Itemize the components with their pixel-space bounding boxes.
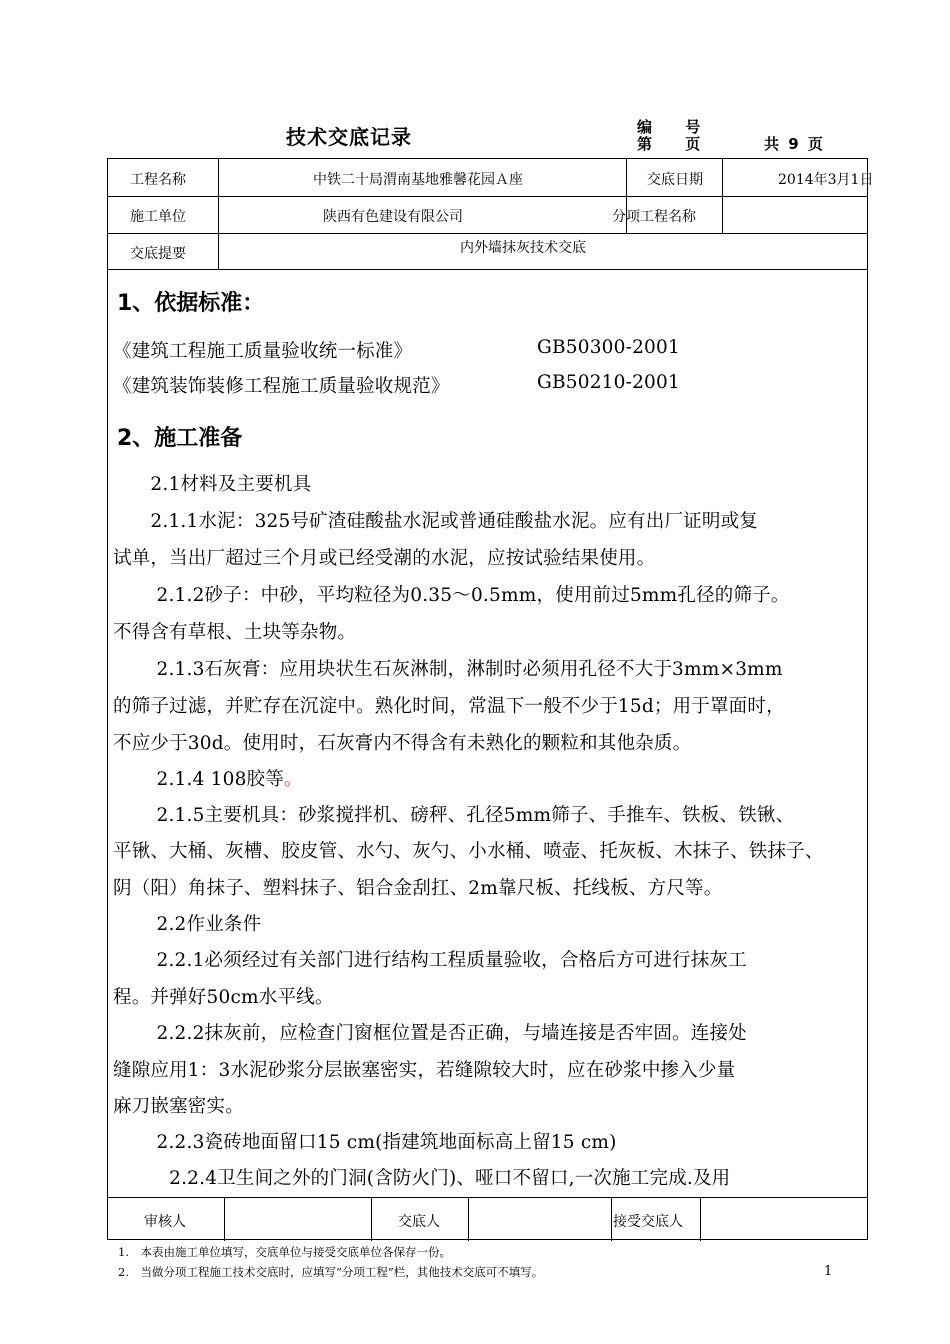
col-divider bbox=[218, 159, 219, 269]
footnote-1: 1. 本表由施工单位填写，交底单位与接受交底单位各保存一份。 bbox=[118, 1245, 451, 1259]
standard-1-code: GB50300-2001 bbox=[537, 337, 680, 358]
row-divider bbox=[108, 233, 867, 234]
col-divider bbox=[224, 1197, 225, 1241]
sub-project-label: 分项工程名称 bbox=[612, 209, 696, 225]
reviewer-label: 审核人 bbox=[144, 1214, 186, 1230]
section-1-heading: 1、依据标准： bbox=[117, 291, 265, 316]
body-line: 程。并弹好50cm水平线。 bbox=[113, 987, 334, 1008]
col-divider bbox=[700, 1197, 701, 1241]
project-name-label: 工程名称 bbox=[130, 172, 186, 188]
document-title: 技术交底记录 bbox=[286, 125, 412, 149]
total-pages: 共 9 页 bbox=[764, 135, 825, 153]
row-divider bbox=[108, 269, 867, 270]
body-line: 2.2.4卫生间之外的门洞(含防火门)、哑口不留口,一次施工完成.及用 bbox=[113, 1168, 731, 1189]
body-line: 2.2作业条件 bbox=[113, 914, 262, 935]
body-line: 阴（阳）角抹子、塑料抹子、铝合金刮扛、2m靠尺板、托线板、方尺等。 bbox=[113, 878, 723, 899]
standard-1-name: 《建筑工程施工质量验收统一标准》 bbox=[113, 341, 413, 362]
row-divider bbox=[108, 1197, 867, 1198]
body-line: 缝隙应用1：3水泥砂浆分层嵌塞密实，若缝隙较大时，应在砂浆中掺入少量 bbox=[113, 1060, 736, 1081]
col-divider bbox=[371, 1197, 372, 1241]
body-line-text: 2.1.4 108胶等 bbox=[113, 769, 284, 790]
col-divider bbox=[611, 1197, 612, 1241]
page-label: 第 页 bbox=[637, 135, 715, 153]
page-number: 1 bbox=[824, 1264, 833, 1279]
summary-value: 内外墙抹灰技术交底 bbox=[460, 240, 586, 256]
col-divider bbox=[722, 159, 723, 233]
body-line: 2.1.5主要机具：砂浆搅拌机、磅秤、孔径5mm筛子、手推车、铁板、铁锹、 bbox=[113, 805, 795, 826]
body-line: 不得含有草根、土块等杂物。 bbox=[113, 622, 357, 643]
date-label: 交底日期 bbox=[647, 172, 703, 188]
body-line: 2.1.1水泥：325号矿渣硅酸盐水泥或普通硅酸盐水泥。应有出厂证明或复 bbox=[113, 511, 758, 532]
construction-unit-label: 施工单位 bbox=[130, 209, 186, 225]
body-line: 平锹、大桶、灰槽、胶皮管、水勺、灰勺、小水桶、喷壶、托灰板、木抹子、铁抹子、 bbox=[113, 841, 824, 862]
body-line: 的筛子过滤，并贮存在沉淀中。熟化时间，常温下一般不少于15d；用于罩面时， bbox=[113, 696, 785, 717]
standard-2-code: GB50210-2001 bbox=[537, 372, 680, 393]
body-line: 2.1.3石灰膏：应用块状生石灰淋制，淋制时必须用孔径不大于3mm×3mm bbox=[113, 659, 783, 680]
standard-2-name: 《建筑装饰装修工程施工质量验收规范》 bbox=[113, 376, 450, 397]
body-line: 2.1材料及主要机具 bbox=[113, 474, 312, 495]
body-line: 试单，当出厂超过三个月或已经受潮的水泥，应按试验结果使用。 bbox=[113, 548, 656, 569]
summary-label: 交底提要 bbox=[130, 246, 186, 262]
receiver-label: 接受交底人 bbox=[613, 1214, 683, 1230]
body-line: 2.2.2抹灰前，应检查门窗框位置是否正确，与墙连接是否牢固。连接处 bbox=[113, 1023, 747, 1044]
project-name-value: 中铁二十局渭南基地雅馨花园Ａ座 bbox=[313, 172, 523, 188]
section-2-heading: 2、施工准备 bbox=[117, 426, 243, 451]
body-line: 2.2.1必须经过有关部门进行结构工程质量验收，合格后方可进行抹灰工 bbox=[113, 950, 747, 971]
body-line bbox=[113, 765, 303, 791]
date-value: 2014年3月1日 bbox=[778, 172, 874, 188]
body-line: 不应少于30d。使用时，石灰膏内不得含有未熟化的颗粒和其他杂质。 bbox=[113, 733, 692, 754]
presenter-label: 交底人 bbox=[398, 1214, 440, 1230]
number-label: 编 号 bbox=[637, 118, 715, 136]
construction-unit-value: 陕西有色建设有限公司 bbox=[323, 209, 463, 225]
row-divider bbox=[108, 196, 867, 197]
col-divider bbox=[468, 1197, 469, 1241]
body-line: 麻刀嵌塞密实。 bbox=[113, 1096, 244, 1117]
footnote-2: 2. 当做分项工程施工技术交底时，应填写“分项工程”栏，其他技术交底可不填写。 bbox=[118, 1265, 544, 1279]
body-line: 2.1.2砂子：中砂，平均粒径为0.35～0.5mm，使用前过5mm孔径的筛子。 bbox=[113, 585, 790, 606]
body-line: 2.2.3瓷砖地面留口15 cm(指建筑地面标高上留15 cm) bbox=[113, 1132, 617, 1153]
red-mark: 。 bbox=[283, 769, 303, 790]
